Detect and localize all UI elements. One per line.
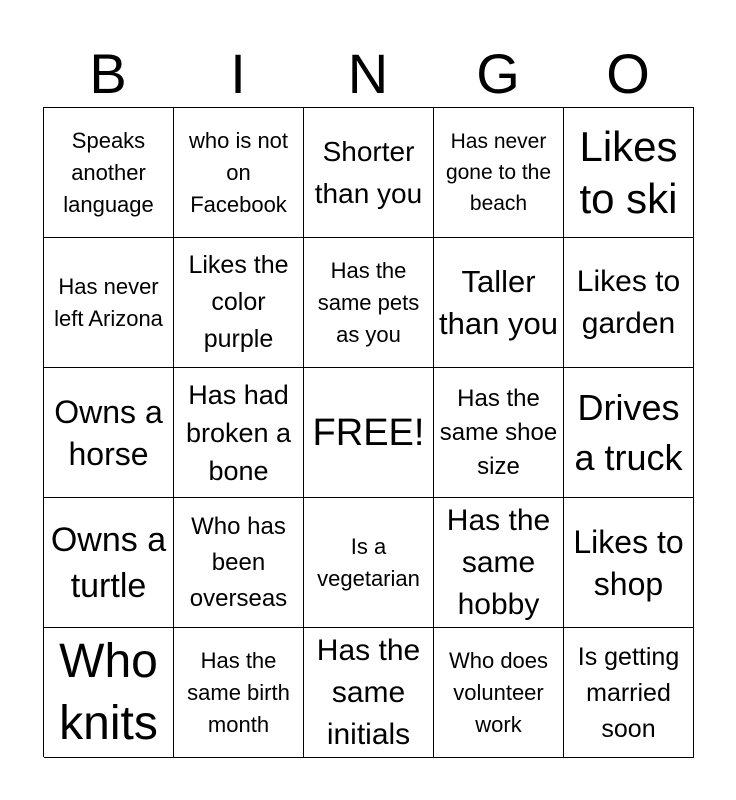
cell-text: Likes the color purple: [188, 251, 289, 353]
bingo-cell-r5c5[interactable]: [564, 628, 694, 758]
cell-text: Has never gone to the beach: [445, 130, 552, 215]
bingo-cell-r3c4[interactable]: [434, 368, 564, 498]
header-letter-g: G: [476, 42, 520, 105]
bingo-cell-r4c2[interactable]: [174, 498, 304, 628]
bingo-cell-r2c4[interactable]: [434, 238, 564, 368]
bingo-cell-r3c2[interactable]: [174, 368, 304, 498]
cell-text: Who does volunteer work: [448, 647, 549, 737]
bingo-cell-r1c5[interactable]: [564, 108, 694, 238]
bingo-cell-r2c3[interactable]: [304, 238, 434, 368]
cell-text: Taller than you: [439, 263, 558, 341]
cell-text: Has never left Arizona: [54, 273, 163, 331]
cell-text: Has the same pets as you: [317, 257, 420, 347]
cell-text: Is getting married soon: [577, 642, 680, 743]
bingo-cell-r4c1[interactable]: [44, 498, 174, 628]
header-letter-o: O: [606, 42, 650, 105]
cell-text: Likes to garden: [576, 264, 681, 340]
cell-text: Has the same birth month: [187, 647, 290, 737]
bingo-cell-r5c2[interactable]: [174, 628, 304, 758]
cell-text: Has the same shoe size: [439, 384, 558, 480]
bingo-board: [43, 107, 694, 757]
header-letter-n: N: [347, 42, 389, 105]
bingo-cell-r1c1[interactable]: [44, 108, 174, 238]
cell-text: Shorter than you: [314, 135, 423, 209]
bingo-cell-r4c3[interactable]: [304, 498, 434, 628]
cell-text: who is not on Facebook: [188, 127, 289, 217]
cell-text: FREE!: [312, 411, 425, 454]
bingo-cell-r2c1[interactable]: [44, 238, 174, 368]
bingo-cell-r5c4[interactable]: [434, 628, 564, 758]
cell-text: Owns a horse: [54, 393, 163, 472]
bingo-cell-r5c3[interactable]: [304, 628, 434, 758]
cell-text: Is a vegetarian: [317, 533, 420, 591]
bingo-cell-r1c4[interactable]: [434, 108, 564, 238]
cell-text: Has the same hobby: [446, 503, 551, 621]
cell-text: Who knits: [59, 634, 158, 750]
bingo-cell-r2c5[interactable]: [564, 238, 694, 368]
bingo-cell-r1c3[interactable]: [304, 108, 434, 238]
cell-text: Owns a turtle: [50, 520, 167, 605]
bingo-cell-r5c1[interactable]: [44, 628, 174, 758]
bingo-cell-r4c4[interactable]: [434, 498, 564, 628]
cell-text: Has had broken a bone: [185, 379, 292, 486]
bingo-header: [43, 42, 693, 106]
cell-text: Speaks another language: [63, 127, 154, 217]
bingo-cell-r3c1[interactable]: [44, 368, 174, 498]
bingo-cell-r4c5[interactable]: [564, 498, 694, 628]
bingo-cell-r1c2[interactable]: [174, 108, 304, 238]
bingo-cell-r3c3[interactable]: [304, 368, 434, 498]
cell-text: Has the same initials: [316, 633, 421, 751]
header-letter-i: I: [230, 42, 246, 105]
bingo-cell-r2c2[interactable]: [174, 238, 304, 368]
bingo-cell-r3c5[interactable]: [564, 368, 694, 498]
header-letter-b: B: [89, 42, 127, 105]
cell-text: Likes to ski: [579, 122, 678, 222]
cell-text: Who has been overseas: [189, 512, 288, 612]
cell-text: Drives a truck: [574, 386, 683, 478]
cell-text: Likes to shop: [573, 523, 684, 602]
